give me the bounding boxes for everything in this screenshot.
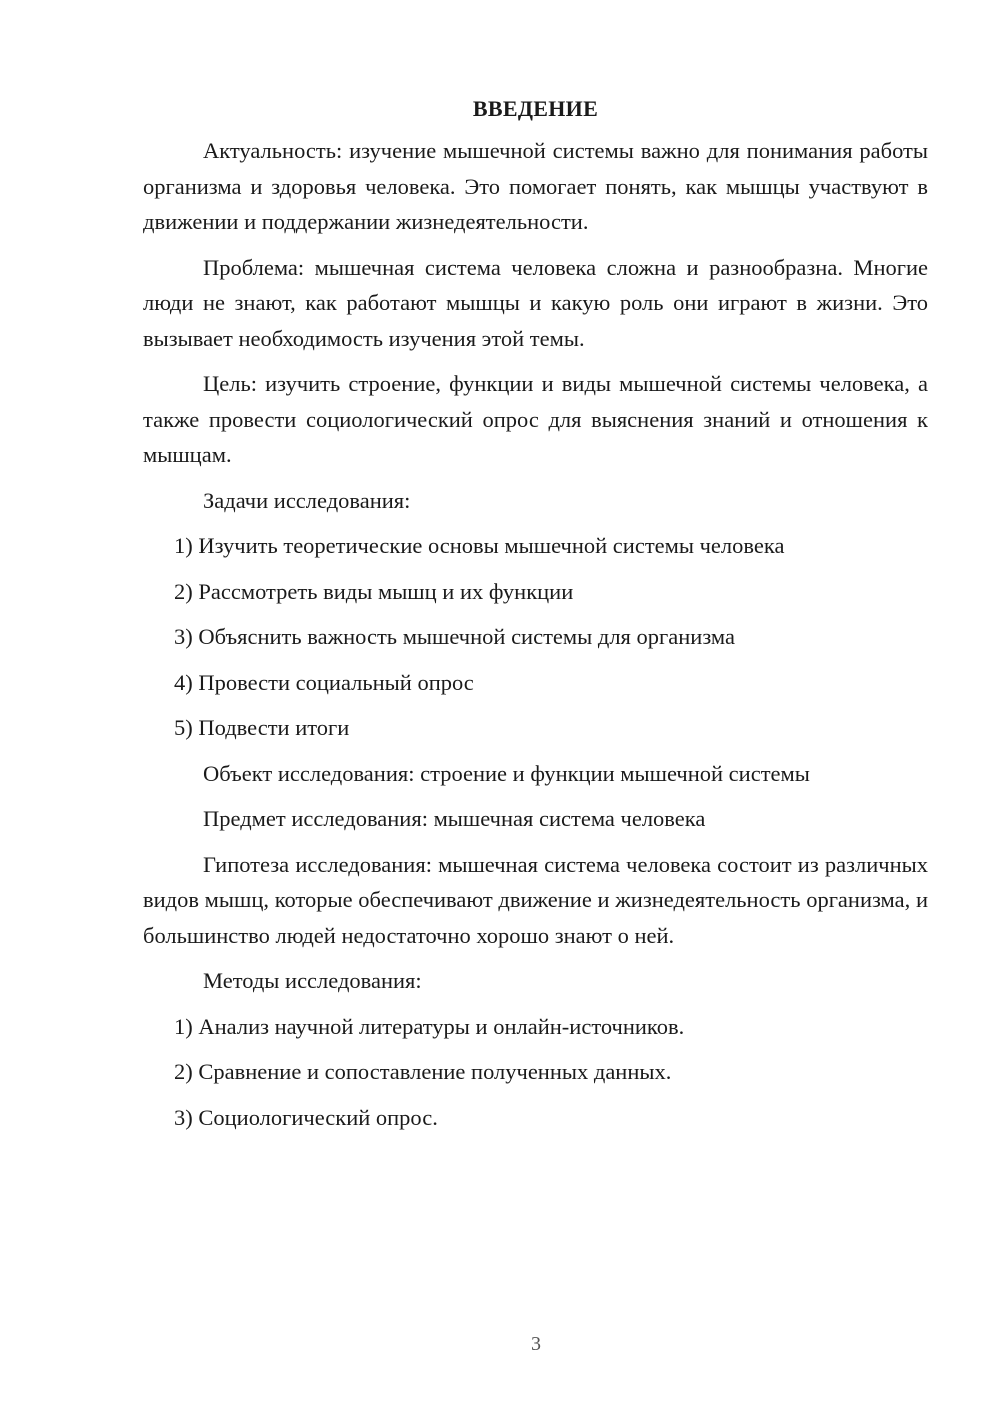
task-item: 1) Изучить теоретические основы мышечной системы человека <box>174 533 785 558</box>
research-subject: Предмет исследования: мышечная система человека <box>203 806 706 831</box>
task-item: 3) Объяснить важность мышечной системы для организма <box>174 624 735 649</box>
hypothesis-paragraph: Гипотеза исследования: мышечная система человека состоит из различных видов мышц, которые обеспечивают движение и жизнедеятельность организма, и большинство людей недостаточно хорошо знают о ней. <box>143 851 928 948</box>
task-item: 4) Провести социальный опрос <box>174 669 474 695</box>
research-object: Объект исследования: строение и функции мышечной системы <box>203 760 810 786</box>
goal-paragraph: Цель: изучить строение, функции и виды мышечной системы человека, а также провести социологический опрос для выяснения знаний и отношения к мышцам. <box>143 371 928 467</box>
methods-list <box>143 1009 928 1136</box>
section-title: ВВЕДЕНИЕ <box>472 96 599 121</box>
method-item: 2) Сравнение и сопоставление полученных данных. <box>174 1059 672 1084</box>
method-item: 3) Социологический опрос. <box>174 1104 438 1130</box>
task-item: 2) Рассмотреть виды мышц и их функции <box>174 578 574 604</box>
relevance-paragraph: Актуальность: изучение мышечной системы важно для понимания работы организма и здоровья человека. Это помогает понять, как мышцы участвуют в движении и поддержании жизнедеятельности. <box>143 138 928 234</box>
page-number: 3 <box>531 1333 541 1355</box>
task-item: 5) Подвести итоги <box>174 715 350 740</box>
tasks-label: Задачи исследования: <box>203 487 411 513</box>
tasks-list <box>143 528 928 746</box>
problem-paragraph: Проблема: мышечная система человека сложна и разнообразна. Многие люди не знают, как работают мышцы и какую роль они играют в жизни. Это вызывает необходимость изучения этой темы. <box>143 254 928 351</box>
method-item: 1) Анализ научной литературы и онлайн-источников. <box>174 1013 685 1039</box>
page-content <box>143 93 928 1145</box>
methods-label: Методы исследования: <box>203 968 422 993</box>
